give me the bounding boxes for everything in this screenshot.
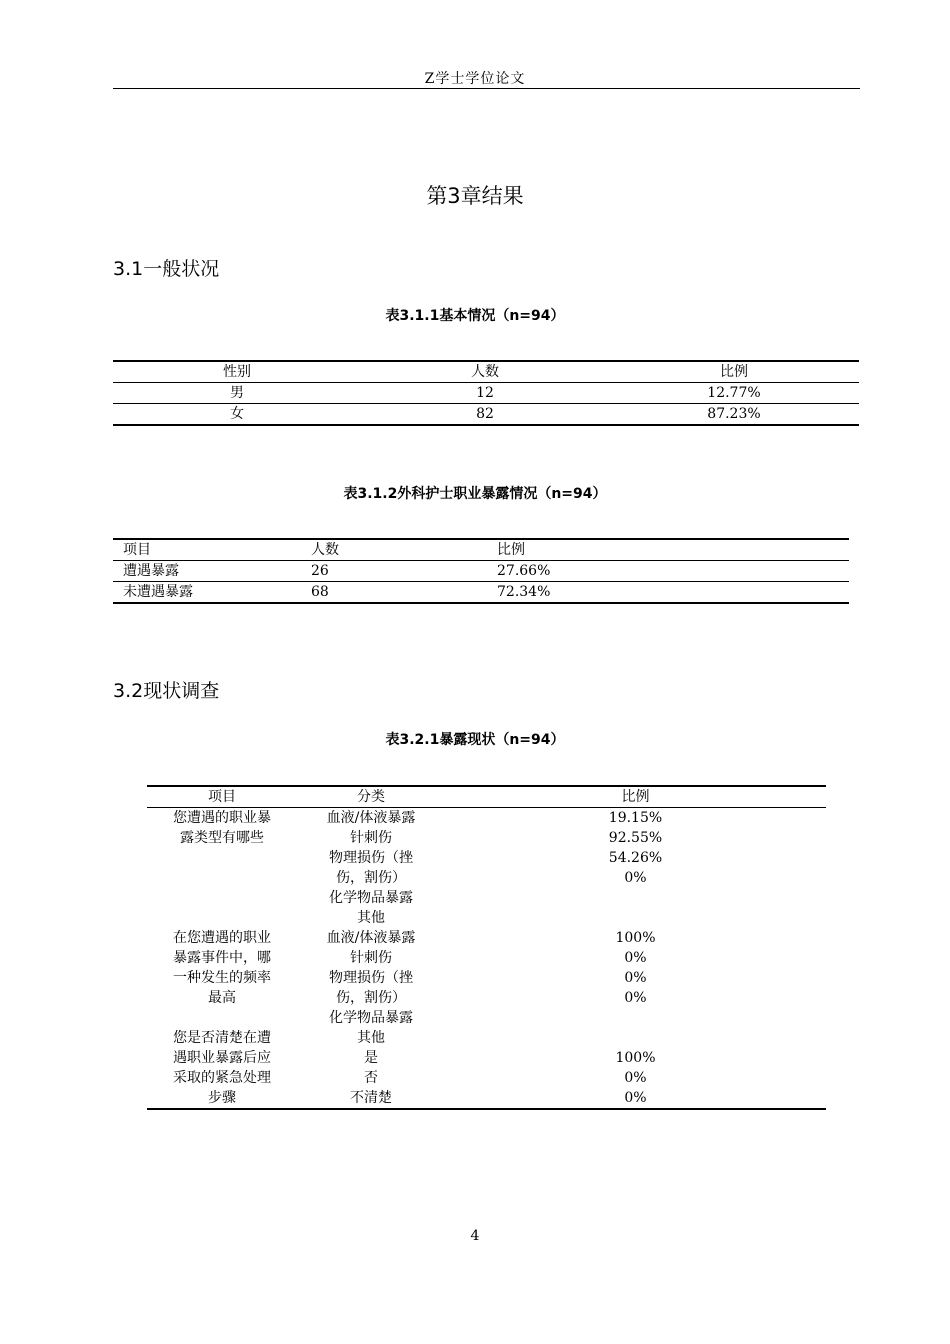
table-cell: 暴露事件中，哪 <box>173 950 271 966</box>
table-row <box>147 868 826 888</box>
table-cell: 伤，割伤） <box>336 990 406 1006</box>
table-cell: 物理损伤（挫 <box>329 970 413 986</box>
section-heading-3-1: 3.1一般状况 <box>113 258 220 280</box>
table-cell <box>147 908 297 928</box>
table-cell: 您是否清楚在遭 <box>173 1030 271 1046</box>
table-cell: 是 <box>364 1050 378 1066</box>
table-caption-3-2-1: 表3.2.1暴露现状（n=94） <box>385 732 565 748</box>
table-cell: 最高 <box>208 990 236 1006</box>
table-row <box>147 1088 826 1109</box>
table-cell <box>445 888 826 908</box>
table-cell <box>147 868 297 888</box>
table-cell: 女 <box>113 404 361 426</box>
table-cell: 遭遇暴露 <box>113 561 301 582</box>
table-cell: 化学物品暴露 <box>329 1010 413 1026</box>
table-cell: 12.77% <box>609 383 859 404</box>
table-cell: 在您遭遇的职业 <box>173 930 271 946</box>
table-row <box>147 1068 826 1088</box>
table-header-cell: 性别 <box>113 361 361 383</box>
table-cell <box>445 1028 826 1048</box>
table-basic-info <box>113 360 859 426</box>
table-cell: 68 <box>301 582 487 604</box>
table-header-row <box>147 786 826 808</box>
table-cell: 步骤 <box>147 1088 297 1109</box>
table-cell: 物理损伤（挫 <box>329 850 413 866</box>
table-row <box>113 561 849 582</box>
table-cell: 72.34% <box>487 582 849 604</box>
table-cell: 0% <box>624 870 647 886</box>
table-cell: 12 <box>361 383 609 404</box>
table-cell: 遇职业暴露后应 <box>173 1050 271 1066</box>
header-rule <box>113 88 860 89</box>
section-heading-3-2: 3.2现状调查 <box>113 680 220 702</box>
table-header-cell: 项目 <box>147 786 297 808</box>
table-cell <box>147 848 297 868</box>
table-cell: 0% <box>624 950 647 966</box>
table-cell: 血液/体液暴露 <box>326 810 416 826</box>
table-cell: 化学物品暴露 <box>329 890 413 906</box>
table-row <box>147 888 826 908</box>
table-cell: 未遭遇暴露 <box>113 582 301 604</box>
table-cell: 100% <box>615 1050 656 1066</box>
table-cell: 0% <box>624 990 647 1006</box>
table-exposure-status <box>113 538 849 604</box>
table-cell: 27.66% <box>487 561 849 582</box>
table-header-cell: 分类 <box>297 786 445 808</box>
table-header-cell: 人数 <box>361 361 609 383</box>
table-row <box>147 948 826 968</box>
table-cell: 伤，割伤） <box>336 870 406 886</box>
table-cell: 0% <box>624 970 647 986</box>
chapter-title: 第3章结果 <box>426 184 524 208</box>
table-row <box>147 988 826 1008</box>
table-header-cell: 比例 <box>487 539 849 561</box>
table-cell: 0% <box>445 1088 826 1109</box>
table-cell: 针刺伤 <box>350 830 392 846</box>
table-row <box>113 582 849 604</box>
table-caption-3-1-2: 表3.1.2外科护士职业暴露情况（n=94） <box>343 486 607 502</box>
table-row <box>147 968 826 988</box>
table-row <box>147 828 826 848</box>
table-cell: 87.23% <box>609 404 859 426</box>
table-row <box>147 848 826 868</box>
table-row <box>147 908 826 928</box>
table-cell: 26 <box>301 561 487 582</box>
table-cell: 100% <box>615 930 656 946</box>
table-exposure-current <box>147 785 826 1110</box>
table-cell: 男 <box>113 383 361 404</box>
table-cell <box>147 1008 297 1028</box>
table-header-cell: 人数 <box>301 539 487 561</box>
table-cell: 否 <box>364 1070 378 1086</box>
table-cell <box>445 1008 826 1028</box>
table-header-cell: 项目 <box>113 539 301 561</box>
table-cell: 92.55% <box>608 830 663 846</box>
table-header-cell: 比例 <box>609 361 859 383</box>
running-header: Z学士学位论文 <box>424 71 526 87</box>
table-cell: 您遭遇的职业暴 <box>173 810 271 826</box>
table-cell: 19.15% <box>608 810 663 826</box>
table-cell: 露类型有哪些 <box>180 830 264 846</box>
table-cell: 0% <box>624 1070 647 1086</box>
table-header-row <box>113 361 859 383</box>
table-header-row <box>113 539 849 561</box>
table-cell: 针刺伤 <box>350 950 392 966</box>
table-cell <box>147 888 297 908</box>
page-number: 4 <box>470 1228 480 1244</box>
table-cell: 一种发生的频率 <box>173 970 271 986</box>
table-cell: 血液/体液暴露 <box>326 930 416 946</box>
table-row <box>147 808 826 829</box>
table-header-cell: 比例 <box>445 786 826 808</box>
table-cell: 其他 <box>357 910 385 926</box>
table-cell: 不清楚 <box>297 1088 445 1109</box>
table-row <box>147 1028 826 1048</box>
table-cell: 采取的紧急处理 <box>173 1070 271 1086</box>
table-row <box>147 1008 826 1028</box>
table-row <box>113 404 859 426</box>
table-row <box>113 383 859 404</box>
table-cell: 其他 <box>357 1030 385 1046</box>
table-caption-3-1-1: 表3.1.1基本情况（n=94） <box>385 308 565 324</box>
table-cell <box>445 908 826 928</box>
table-cell: 54.26% <box>608 850 663 866</box>
table-row <box>147 928 826 948</box>
table-cell: 82 <box>361 404 609 426</box>
table-row <box>147 1048 826 1068</box>
